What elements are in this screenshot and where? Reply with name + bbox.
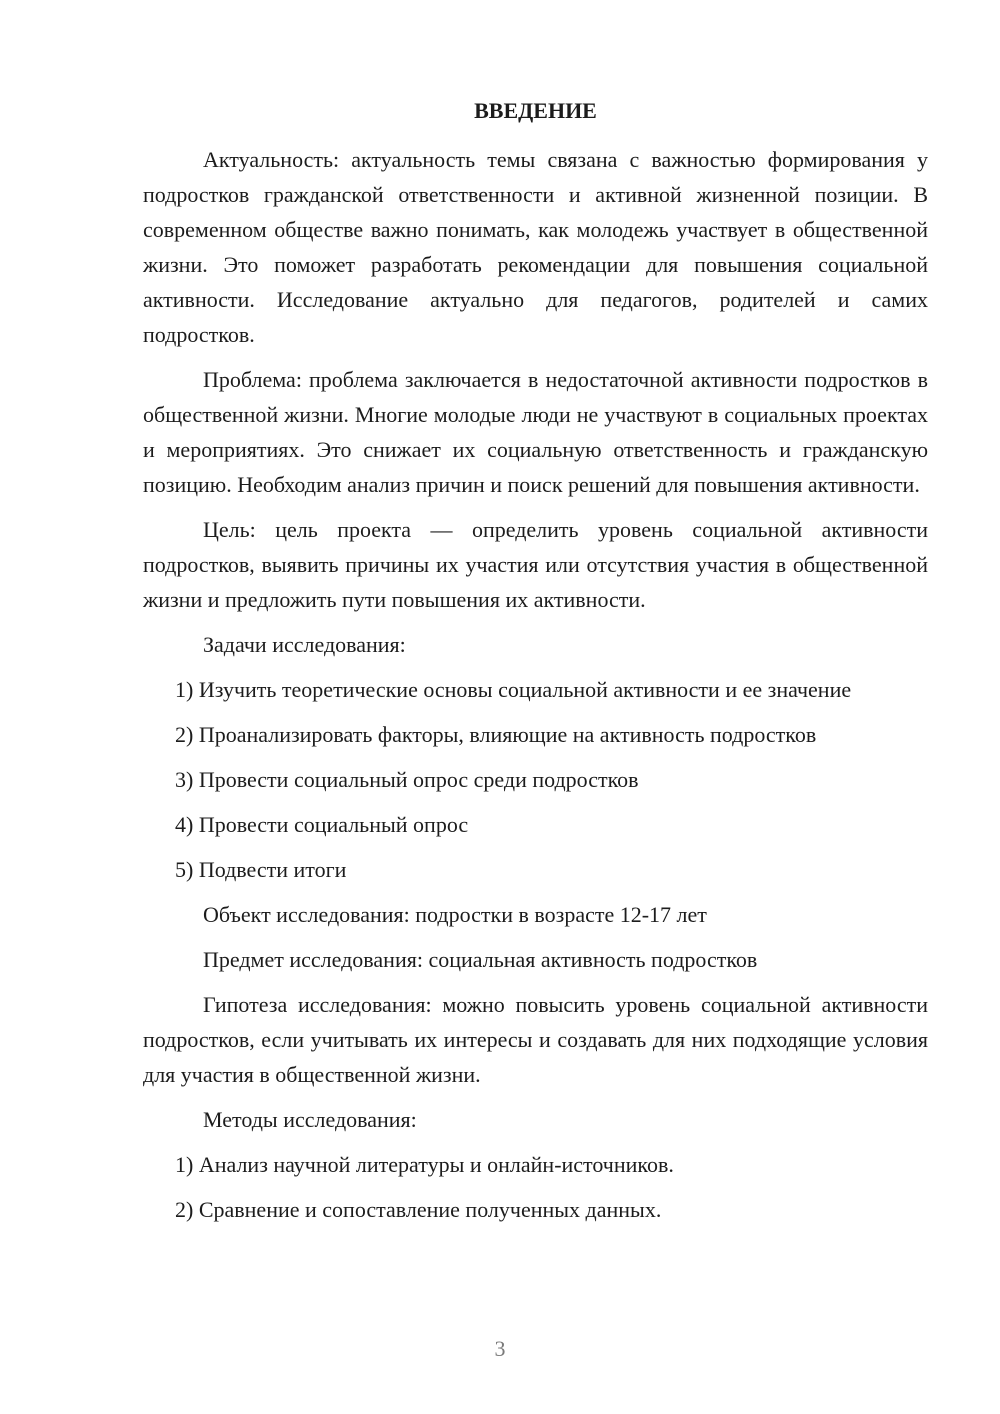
task-item-5: 5) Подвести итоги: [175, 857, 347, 882]
paragraph-goal: Цель: цель проекта — определить уровень социальной активности подростков, выявить причины их участия или отсутствия участия в общественной жизни и предложить пути повышения их активности.: [143, 517, 928, 612]
page-title: ВВЕДЕНИЕ: [474, 98, 597, 123]
methods-heading: Методы исследования:: [203, 1107, 417, 1132]
task-item-3: 3) Провести социальный опрос среди подростков: [175, 767, 639, 792]
document-body: [143, 142, 928, 1237]
method-item-1: 1) Анализ научной литературы и онлайн-источников.: [175, 1152, 674, 1177]
page-number: 3: [494, 1336, 506, 1361]
tasks-heading: Задачи исследования:: [203, 632, 406, 657]
paragraph-object: Объект исследования: подростки в возрасте 12-17 лет: [203, 902, 707, 927]
method-item-2: 2) Сравнение и сопоставление полученных данных.: [175, 1197, 662, 1222]
paragraph-relevance: Актуальность: актуальность темы связана с важностью формирования у подростков гражданской ответственности и активной жизненной позиции. В современном обществе важно понимать, как молодежь участвует в общественной жизни. Это поможет разработать рекомендации для повышения социальной активности. Исследование актуально для педагогов, родителей и самих подростков.: [143, 147, 928, 347]
task-item-1: 1) Изучить теоретические основы социальной активности и ее значение: [175, 677, 852, 702]
paragraph-problem: Проблема: проблема заключается в недостаточной активности подростков в общественной жизни. Многие молодые люди не участвуют в социальных проектах и мероприятиях. Это снижает их социальную ответственность и гражданскую позицию. Необходим анализ причин и поиск решений для повышения активности.: [143, 367, 928, 497]
task-item-2: 2) Проанализировать факторы, влияющие на активность подростков: [175, 722, 817, 747]
task-item-4: 4) Провести социальный опрос: [175, 812, 469, 837]
paragraph-subject: Предмет исследования: социальная активность подростков: [203, 947, 758, 972]
paragraph-hypothesis: Гипотеза исследования: можно повысить уровень социальной активности подростков, если учитывать их интересы и создавать для них подходящие условия для участия в общественной жизни.: [143, 992, 928, 1087]
